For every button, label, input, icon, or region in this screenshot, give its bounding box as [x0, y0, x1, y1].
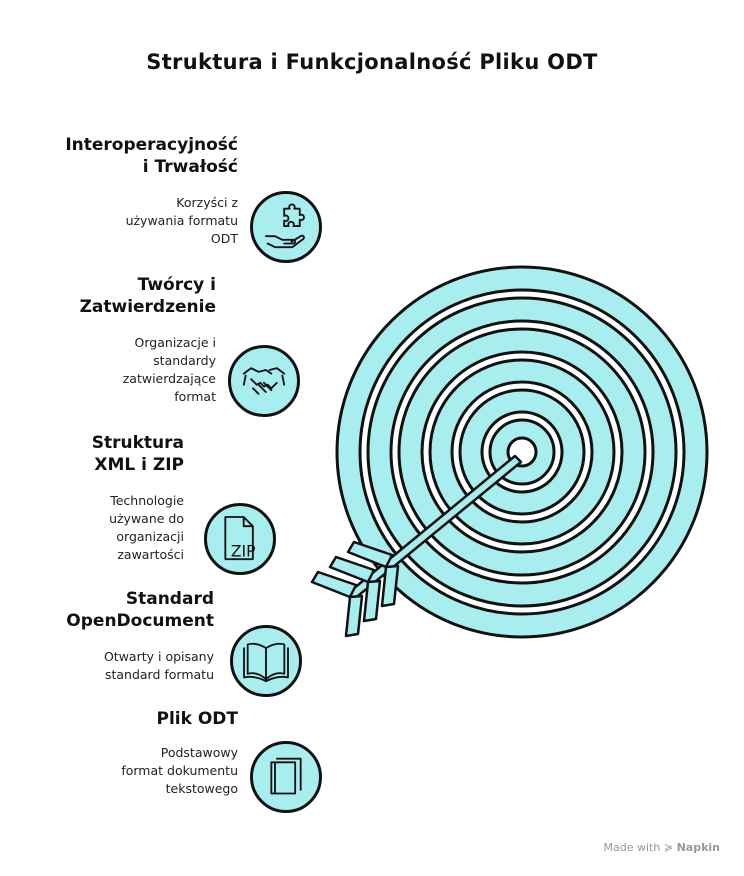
item-title-line: OpenDocument [66, 611, 214, 631]
item-desc-line: Otwarty i opisany [103, 649, 214, 664]
item-desc-line: zawartości [117, 547, 184, 562]
item-desc-creators [123, 334, 216, 406]
item-title-line: Standard [125, 589, 214, 609]
target-rings [337, 267, 707, 637]
item-desc-line: ODT [210, 231, 238, 246]
item-desc-line: Organizacje i [134, 335, 216, 350]
item-title-creators [80, 274, 216, 318]
item-title-opendocument [66, 588, 214, 632]
item-desc-line: format dokumentu [121, 763, 238, 778]
item-desc-line: zatwierdzające [122, 371, 216, 386]
item-title-line: Twórcy i [137, 275, 216, 295]
item-desc-line: tekstowego [165, 781, 238, 796]
item-title-xml-zip [92, 432, 184, 476]
item-title-line: Zatwierdzenie [79, 297, 216, 317]
item-title-line: i Trwałość [142, 157, 238, 177]
napkin-logo-icon: ≽ [663, 841, 674, 854]
item-desc-line: Technologie [110, 493, 184, 508]
made-with-label: Made with [603, 841, 661, 854]
item-desc-odt-file [121, 744, 238, 798]
item-desc-line: organizacji [116, 529, 184, 544]
item-title-line: Plik ODT [156, 709, 238, 729]
item-desc-line: Korzyści z [176, 195, 238, 210]
item-desc-line: format [174, 389, 216, 404]
item-desc-interoperability [126, 194, 238, 248]
item-title-line: Struktura [91, 433, 184, 453]
item-title-interoperability [65, 134, 238, 178]
handshake-icon [228, 345, 300, 417]
item-desc-line: używania formatu [125, 213, 238, 228]
item-desc-line: Podstawowy [160, 745, 238, 760]
item-title-line: Interoperacyjność [65, 135, 238, 155]
item-desc-line: używane do [109, 511, 184, 526]
made-with-napkin [604, 841, 720, 854]
item-desc-opendocument [104, 648, 214, 684]
zip-file-icon [204, 503, 276, 575]
item-title-line: XML i ZIP [94, 455, 184, 475]
item-desc-line: standard formatu [104, 667, 214, 682]
arrow [312, 456, 521, 636]
document-icon [250, 741, 322, 813]
zip-label: ZIP [230, 542, 256, 561]
item-desc-xml-zip [109, 492, 184, 564]
puzzle-hand-icon [250, 191, 322, 263]
item-desc-line: standardy [153, 353, 216, 368]
napkin-brand: Napkin [676, 841, 720, 854]
diagram-title: Struktura i Funkcjonalność Pliku ODT [146, 50, 598, 74]
open-book-icon [230, 625, 302, 697]
item-title-odt-file [157, 708, 239, 730]
